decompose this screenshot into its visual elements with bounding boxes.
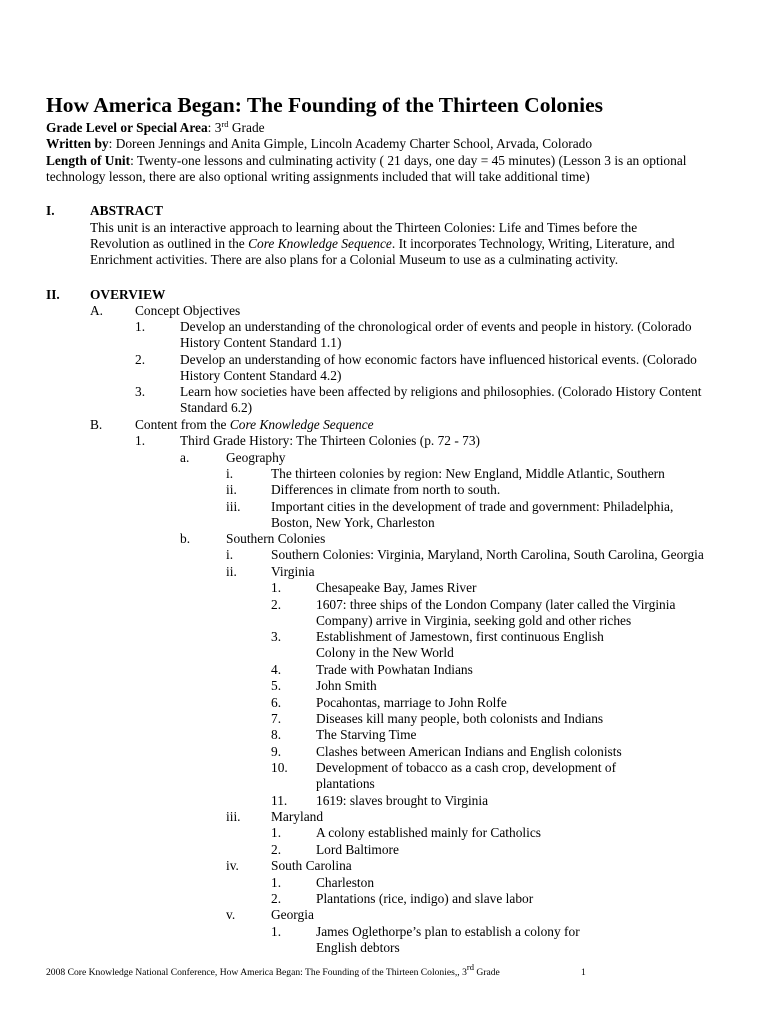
list-marker: 1.	[271, 875, 282, 890]
list-marker: a.	[180, 450, 190, 465]
virginia-item-8: The Starving Time	[316, 727, 417, 742]
list-marker: 1.	[271, 924, 282, 939]
document-title: How America Began: The Founding of the Thirteen Colonies	[46, 93, 604, 117]
list-marker: 1.	[271, 825, 282, 840]
list-marker: 2.	[135, 352, 146, 367]
southern-colonies-heading: Southern Colonies	[226, 531, 326, 546]
virginia-item-6: Pocahontas, marriage to John Rolfe	[316, 695, 507, 710]
grade-number: 3	[214, 120, 222, 135]
grade-suffix: rd	[221, 119, 229, 129]
georgia-item-1-line-1: James Oglethorpe’s plan to establish a colony for	[316, 924, 580, 939]
abstract-line-2: Revolution as outlined in the Core Knowledge Sequence. It incorporates Technology, Writing, Literature, and	[90, 236, 675, 251]
virginia-item-3-line-1: Establishment of Jamestown, first continuous English	[316, 629, 604, 644]
virginia-item-7: Diseases kill many people, both colonists and Indians	[316, 711, 604, 726]
list-marker: 3.	[271, 629, 282, 644]
geography-item-2: Differences in climate from north to south.	[271, 482, 501, 497]
abstract-line-3: Enrichment activities. There are also plans for a Colonial Museum to use as a culminating activity.	[90, 252, 619, 267]
list-marker: b.	[180, 531, 191, 546]
list-marker: i.	[226, 547, 234, 562]
list-marker: 6.	[271, 695, 282, 710]
list-marker: ii.	[226, 482, 237, 497]
virginia-item-10-line-1: Development of tobacco as a cash crop, development of	[316, 760, 617, 775]
south-carolina-heading: South Carolina	[271, 858, 352, 873]
list-marker: A.	[90, 303, 104, 318]
south-carolina-item-1: Charleston	[316, 875, 375, 890]
list-marker: v.	[226, 907, 236, 922]
geography-heading: Geography	[226, 450, 286, 465]
maryland-item-1: A colony established mainly for Catholics	[316, 825, 541, 840]
list-marker: 1.	[271, 580, 282, 595]
list-marker: 3.	[135, 384, 146, 399]
southern-colonies-item: Southern Colonies: Virginia, Maryland, North Carolina, South Carolina, Georgia	[271, 547, 704, 562]
section-2-heading: OVERVIEW	[90, 287, 166, 302]
section-2-number: II.	[46, 287, 60, 302]
page-number: 1	[581, 967, 586, 978]
maryland-item-2: Lord Baltimore	[316, 842, 399, 857]
written-by-value: : Doreen Jennings and Anita Gimple, Lincoln Academy Charter School, Arvada, Colorado	[108, 136, 593, 151]
list-marker: 5.	[271, 678, 282, 693]
third-grade-history-item: Third Grade History: The Thirteen Colonies (p. 72 - 73)	[180, 433, 480, 448]
list-marker: ii.	[226, 564, 237, 579]
core-knowledge-sequence-ref: Core Knowledge Sequence	[248, 236, 392, 251]
list-marker: B.	[90, 417, 103, 432]
list-marker: 4.	[271, 662, 282, 677]
list-marker: i.	[226, 466, 234, 481]
grade-level-sep: :	[207, 120, 215, 135]
length-of-unit-value: : Twenty-one lessons and culminating activity ( 21 days, one day = 45 minutes) (Lesson 3 is an optional	[130, 153, 687, 168]
virginia-item-10-line-2: plantations	[316, 776, 375, 791]
georgia-heading: Georgia	[271, 907, 314, 922]
list-marker: iii.	[226, 499, 241, 514]
content-heading: Content from the Core Knowledge Sequence	[135, 417, 374, 432]
list-marker: 1.	[135, 433, 146, 448]
abstract-line-1: This unit is an interactive approach to learning about the Thirteen Colonies: Life and Times before the	[90, 220, 638, 235]
page-footer: 2008 Core Knowledge National Conference, How America Began: The Founding of the Thirteen Colonies,, 3rd Grade	[46, 962, 500, 978]
written-by-line	[46, 136, 592, 152]
objective-2-line-2: History Content Standard 4.2)	[180, 368, 342, 383]
section-1-heading: ABSTRACT	[90, 203, 163, 218]
virginia-item-5: John Smith	[316, 678, 377, 693]
georgia-item-1-line-2: English debtors	[316, 940, 400, 955]
list-marker: 7.	[271, 711, 282, 726]
length-of-unit-line	[46, 153, 686, 169]
geography-item-3-line-1: Important cities in the development of trade and government: Philadelphia,	[271, 499, 674, 514]
grade-level-line	[46, 120, 265, 136]
list-marker: 2.	[271, 842, 282, 857]
list-marker: 1.	[135, 319, 146, 334]
written-by-label: Written by	[46, 136, 109, 151]
concept-objectives-heading: Concept Objectives	[135, 303, 241, 318]
virginia-item-4: Trade with Powhatan Indians	[316, 662, 473, 677]
list-marker: iv.	[226, 858, 239, 873]
geography-item-3-line-2: Boston, New York, Charleston	[271, 515, 435, 530]
list-marker: 2.	[271, 597, 282, 612]
objective-3-line-2: Standard 6.2)	[180, 400, 253, 415]
virginia-item-1: Chesapeake Bay, James River	[316, 580, 477, 595]
south-carolina-item-2: Plantations (rice, indigo) and slave labor	[316, 891, 534, 906]
maryland-heading: Maryland	[271, 809, 324, 824]
virginia-item-3-line-2: Colony in the New World	[316, 645, 454, 660]
list-marker: 9.	[271, 744, 282, 759]
grade-word: Grade	[228, 120, 265, 135]
objective-1-line-1: Develop an understanding of the chronological order of events and people in history. (Colorado	[180, 319, 692, 334]
length-of-unit-label: Length of Unit	[46, 153, 131, 168]
section-1-number: I.	[46, 203, 55, 218]
objective-2-line-1: Develop an understanding of how economic factors have influenced historical events. (Colorado	[180, 352, 697, 367]
virginia-item-9: Clashes between American Indians and English colonists	[316, 744, 622, 759]
core-knowledge-sequence-ref: Core Knowledge Sequence	[229, 417, 374, 432]
geography-item-1: The thirteen colonies by region: New England, Middle Atlantic, Southern	[271, 466, 665, 481]
objective-1-line-2: History Content Standard 1.1)	[180, 335, 342, 350]
list-marker: 8.	[271, 727, 282, 742]
virginia-item-2-line-2: Company) arrive in Virginia, seeking gold and other riches	[316, 613, 632, 628]
virginia-heading: Virginia	[271, 564, 315, 579]
list-marker: iii.	[226, 809, 241, 824]
virginia-item-11: 1619: slaves brought to Virginia	[316, 793, 489, 808]
objective-3-line-1: Learn how societies have been affected by religions and philosophies. (Colorado History Content	[180, 384, 702, 399]
list-marker: 11.	[271, 793, 288, 808]
list-marker: 10.	[271, 760, 288, 775]
grade-level-label: Grade Level or Special Area	[46, 120, 208, 135]
virginia-item-2-line-1: 1607: three ships of the London Company (later called the Virginia	[316, 597, 676, 612]
list-marker: 2.	[271, 891, 282, 906]
length-of-unit-line-2: technology lesson, there are also optional writing assignments included that will take additional time)	[46, 169, 590, 184]
